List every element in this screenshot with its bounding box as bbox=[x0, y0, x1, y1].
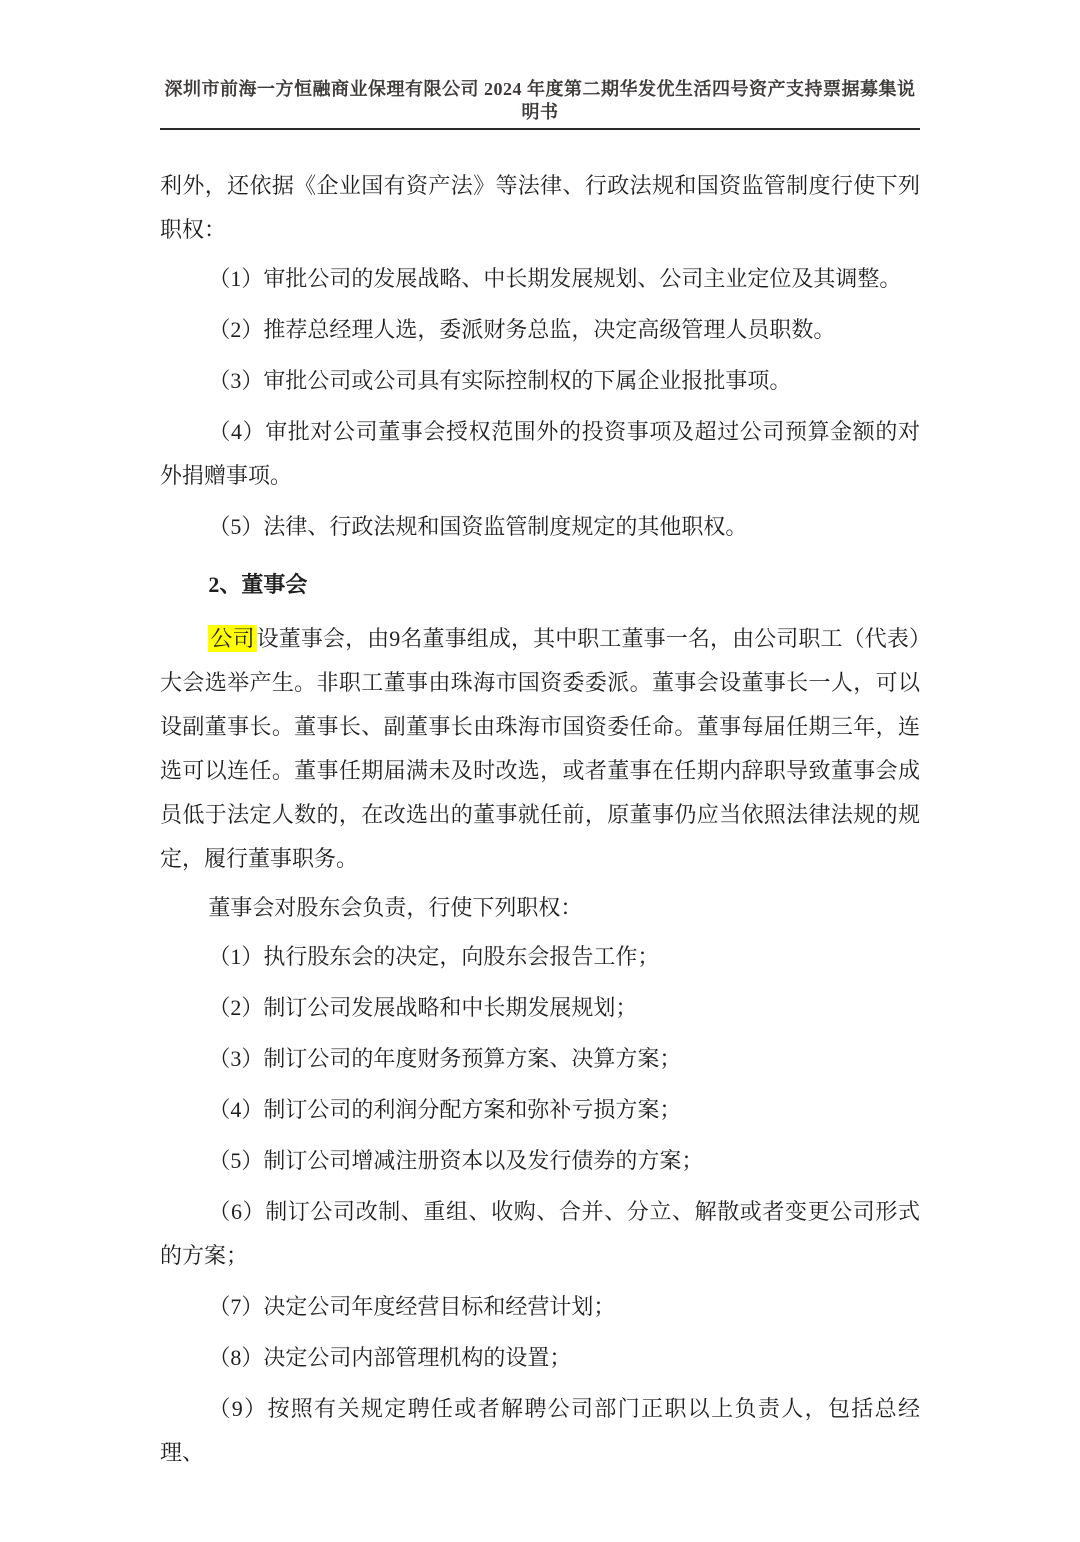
section-heading-board: 2、董事会 bbox=[208, 571, 308, 597]
board-power-item-6: （6）制订公司改制、重组、收购、合并、分立、解散或者变更公司形式的方案； bbox=[160, 1198, 920, 1268]
board-power-item-1: （1）执行股东会的决定，向股东会报告工作； bbox=[208, 943, 660, 969]
shareholder-power-item-4: （4）审批对公司董事会授权范围外的投资事项及超过公司预算金额的对外捐赠事项。 bbox=[160, 418, 920, 488]
board-power-item-8: （8）决定公司内部管理机构的设置； bbox=[208, 1344, 572, 1370]
shareholder-power-item-3: （3）审批公司或公司具有实际控制权的下属企业报批事项。 bbox=[208, 367, 792, 393]
board-power-item-7: （7）决定公司年度经营目标和经营计划； bbox=[208, 1293, 616, 1319]
board-composition-paragraph bbox=[160, 617, 920, 881]
document-title-header: 深圳市前海一方恒融商业保理有限公司 2024 年度第二期华发优生活四号资产支持票据募集说明书 bbox=[160, 78, 920, 130]
board-composition-text: 设董事会，由9名董事组成，其中职工董事一名，由公司职工（代表）大会选举产生。非职工董事由珠海市国资委委派。董事会设董事长一人，可以设副董事长。董事长、副董事长由珠海市国资委任命。董事每届任期三年，连选可以连任。董事任期届满未及时改选，或者董事在任期内辞职导致董事会成员低于法定人数的，在改选出的董事就任前，原董事仍应当依照法律法规的规定，履行董事职务。 bbox=[160, 625, 920, 871]
document-body bbox=[160, 164, 920, 1475]
board-power-item-4: （4）制订公司的利润分配方案和弥补亏损方案； bbox=[208, 1096, 682, 1122]
board-power-item-3: （3）制订公司的年度财务预算方案、决算方案； bbox=[208, 1045, 682, 1071]
shareholder-power-item-2: （2）推荐总经理人选，委派财务总监，决定高级管理人员职数。 bbox=[208, 316, 836, 342]
intro-paragraph: 利外，还依据《企业国有资产法》等法律、行政法规和国资监管制度行使下列职权： bbox=[160, 172, 920, 242]
board-power-item-2: （2）制订公司发展战略和中长期发展规划； bbox=[208, 994, 638, 1020]
board-power-item-5: （5）制订公司增减注册资本以及发行债券的方案； bbox=[208, 1147, 704, 1173]
shareholder-power-item-5: （5）法律、行政法规和国资监管制度规定的其他职权。 bbox=[208, 513, 748, 539]
shareholder-power-item-1: （1）审批公司的发展战略、中长期发展规划、公司主业定位及其调整。 bbox=[208, 265, 902, 291]
highlight-mark: 公司 bbox=[210, 625, 255, 651]
page-header bbox=[160, 78, 920, 130]
board-duty-intro-paragraph: 董事会对股东会负责，行使下列职权： bbox=[208, 894, 583, 920]
board-power-item-9: （9）按照有关规定聘任或者解聘公司部门正职以上负责人，包括总经理、 bbox=[160, 1395, 920, 1465]
